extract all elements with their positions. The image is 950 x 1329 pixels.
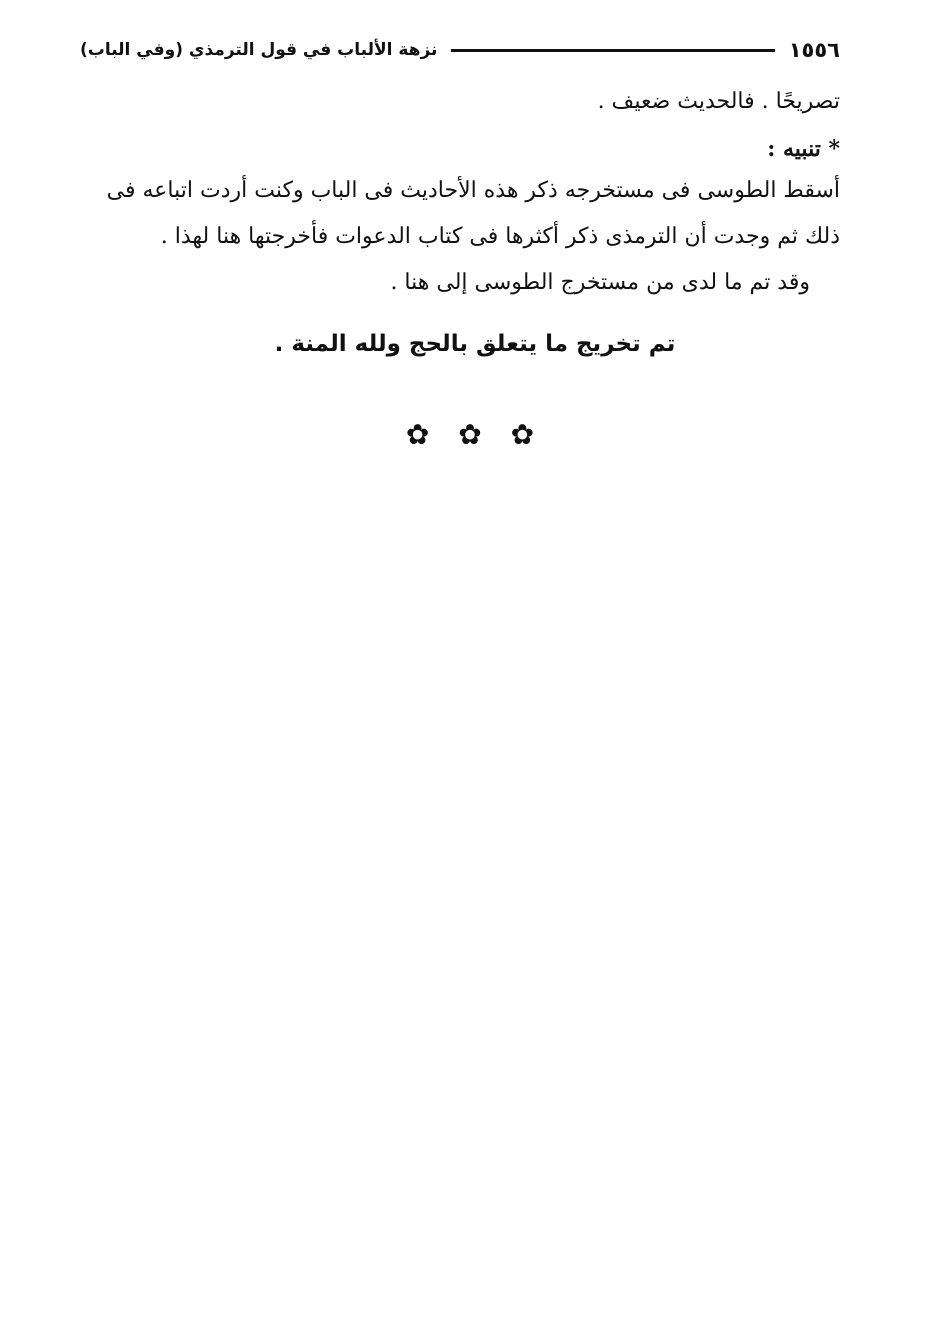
page-number: ١٥٥٦ xyxy=(788,38,840,62)
ornament-divider: ✿ ✿ ✿ xyxy=(405,418,545,451)
paragraph-1-line-1: أسقط الطوسى فى مستخرجه ذكر هذه الأحاديث فى الباب وكنت أردت اتباعه فى xyxy=(106,178,840,203)
paragraph-1-line-2: ذلك ثم وجدت أن الترمذى ذكر أكثرها فى كتاب الدعوات فأخرجتها هنا لهذا . xyxy=(160,224,840,249)
note-heading: * تنبيه : xyxy=(767,136,840,162)
header-rule xyxy=(451,49,774,52)
running-title: نزهة الألباب في قول الترمذي (وفي الباب) xyxy=(80,40,438,60)
text-line-1: تصريحًا . فالحديث ضعيف . xyxy=(597,89,840,114)
closing-statement: تم تخريج ما يتعلق بالحج ولله المنة . xyxy=(274,331,676,357)
paragraph-2-line-1: وقد تم ما لدى من مستخرج الطوسى إلى هنا . xyxy=(390,270,810,295)
running-header xyxy=(80,34,840,66)
